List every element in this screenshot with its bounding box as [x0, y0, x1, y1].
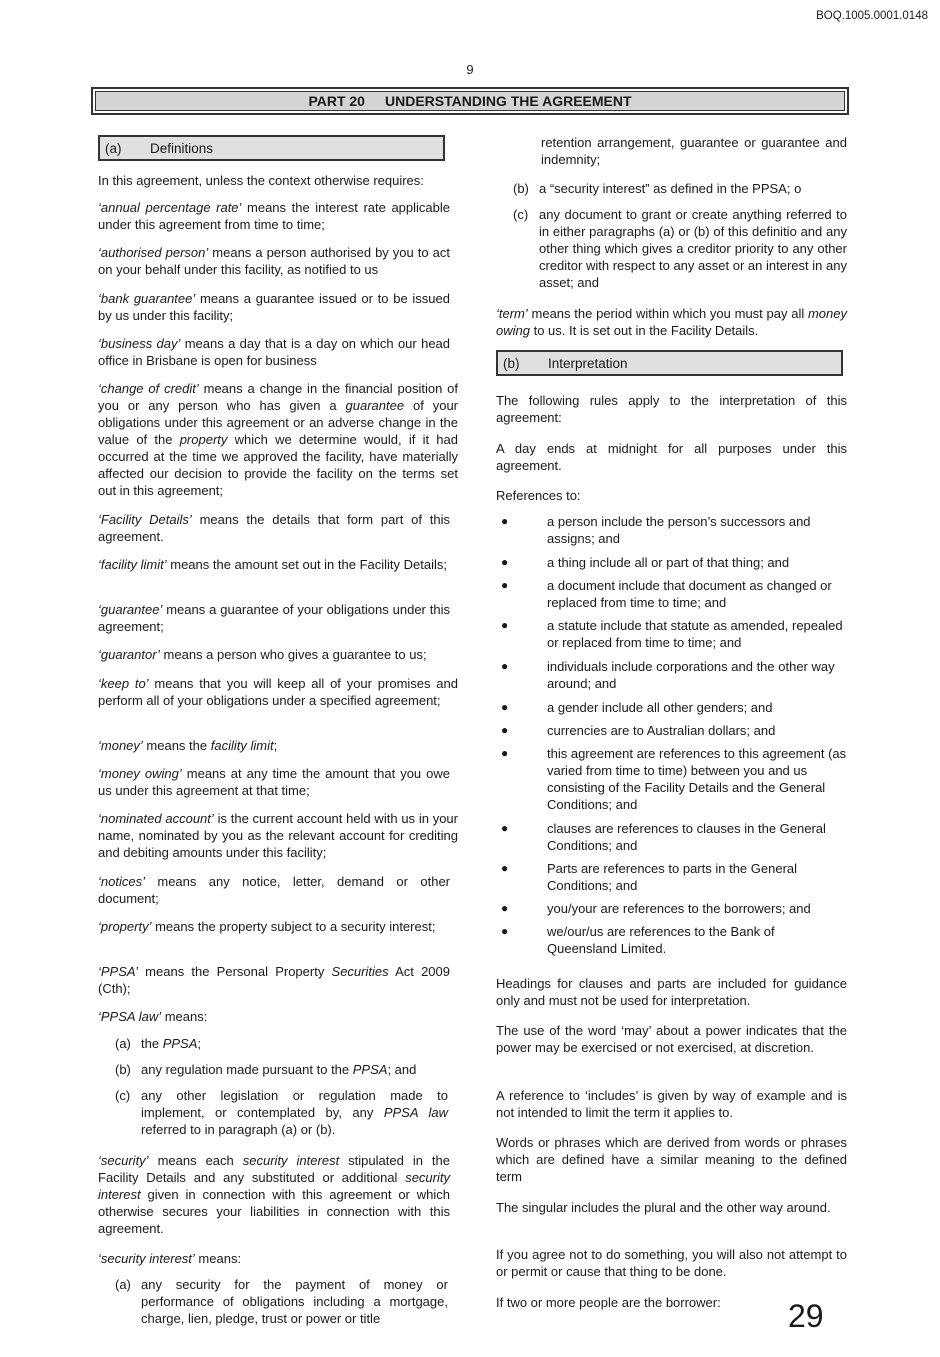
bullet-dot: ● — [501, 861, 509, 875]
day-ends-rule: A day ends at midnight for all purposes under this agreement. — [496, 441, 847, 473]
definition-keep-to: ‘keep to’ means that you will keep all of your promises and perform all of your obligations under a specified agreement; — [98, 676, 459, 708]
includes-rule: A reference to ‘includes’ is given by way of example and is not intended to limit the term it applies to. — [496, 1088, 847, 1120]
definition-nominated-account: ‘nominated account’ is the current account held with us in your name, nominated by you as the relevant account for crediting and debiting amounts under this facility; — [98, 811, 458, 860]
bullet-dot: ● — [501, 555, 509, 569]
bullet-text: Parts are references to parts in the General Conditions; and — [547, 861, 798, 893]
bullet-text: you/your are references to the borrowers; and — [547, 901, 811, 916]
bullet-dot: ● — [501, 901, 509, 915]
bullet-dot: ● — [501, 659, 509, 673]
bullet-text: this agreement are references to this agreement (as varied from time to time) between you and us consisting of the Facility Details and the General Conditions; and — [547, 746, 847, 812]
item-text: any other legislation or regulation made to implement, or contemplated by, any PPSA law referred to in paragraph (a) or (b). — [141, 1088, 448, 1137]
page-number: 9 — [466, 62, 474, 77]
definition-change-of-credit: ‘change of credit’ means a change in the financial position of you or any person who has given a guarantee of your obligations under this agreement or an adverse change in the value of the property which we determine would, if it had occurred at the time we approved the facility, have materially affected our decision to provide the facility on the terms set out in this agreement; — [98, 381, 458, 498]
definition-facility-details: ‘Facility Details’ means the details that form part of this agreement. — [98, 512, 450, 544]
bullet-dot: ● — [501, 618, 509, 632]
footer-page-number: 29 — [788, 1298, 824, 1334]
definition-property: ‘property’ means the property subject to a security interest; — [98, 919, 436, 934]
bullet-text: a thing include all or part of that thing; and — [547, 555, 790, 570]
item-text: the PPSA; — [141, 1036, 201, 1051]
bullet-text: a document include that document as changed or replaced from time to time; and — [547, 578, 832, 610]
definition-ppsa: ‘PPSA’ means the Personal Property Securities Act 2009 (Cth); — [98, 964, 450, 996]
definition-guarantor: ‘guarantor’ means a person who gives a guarantee to us; — [98, 647, 427, 662]
section-label: (a) — [105, 140, 122, 156]
item-text: any security for the payment of money or performance of obligations including a mortgage, charge, lien, pledge, trust or power or title — [141, 1277, 448, 1326]
two-or-more-rule: If two or more people are the borrower: — [496, 1295, 721, 1310]
part-title: UNDERSTANDING THE AGREEMENT — [384, 93, 632, 109]
item-marker: (a) — [115, 1277, 131, 1292]
definition-ppsa-law: ‘PPSA law’ means: — [98, 1009, 208, 1024]
section-label: (b) — [503, 355, 520, 371]
bullet-text: we/our/us are references to the Bank of Queensland Limited. — [547, 924, 775, 956]
section-title: Interpretation — [548, 355, 628, 371]
bullet-dot: ● — [501, 723, 509, 737]
definition-money: ‘money’ means the facility limit; — [98, 738, 278, 753]
section-title: Definitions — [150, 140, 214, 156]
bullet-text: clauses are references to clauses in the General Conditions; and — [547, 821, 826, 853]
definition-term: ‘term’ means the period within which you must pay all money owing to us. It is set out in the Facility Details. — [496, 306, 847, 338]
definition-guarantee: ‘guarantee’ means a guarantee of your obligations under this agreement; — [98, 602, 450, 634]
item-marker: (c) — [513, 207, 529, 222]
bullet-text: currencies are to Australian dollars; and — [547, 723, 776, 738]
definition-money-owing: ‘money owing’ means at any time the amount that you owe us under this agreement at that time; — [98, 766, 451, 798]
part-heading-bar — [91, 87, 849, 115]
bullet-text: a gender include all other genders; and — [547, 700, 773, 715]
definition-security-interest: ‘security interest’ means: — [98, 1251, 242, 1266]
definition-security: ‘security’ means each security interest stipulated in the Facility Details and any substituted or additional security interest given in connection with this agreement or which otherwise secures your liabilities in connection with this agreement. — [98, 1153, 450, 1236]
definition-bank-guarantee: ‘bank guarantee’ means a guarantee issued or to be issued by us under this facility; — [98, 291, 450, 323]
item-text: any regulation made pursuant to the PPSA; and — [141, 1062, 417, 1077]
definition-authorised-person: ‘authorised person’ means a person authorised by you to act on your behalf under this facility, as notified to us — [98, 245, 450, 277]
interpretation-intro: The following rules apply to the interpretation of this agreement: — [496, 393, 847, 425]
item-text: a “security interest” as defined in the PPSA; o — [539, 181, 802, 196]
item-text: any document to grant or create anything referred to in either paragraphs (a) or (b) of this definitio and any other thing which gives a creditor priority to any other creditor with respect to any asset or an interest in any asset; and — [539, 207, 847, 290]
item-marker: (a) — [115, 1036, 131, 1051]
definition-annual-percentage-rate: ‘annual percentage rate’ means the interest rate applicable under this agreement from time to time; — [98, 200, 450, 232]
definition-business-day: ‘business day’ means a day that is a day on which our head office in Brisbane is open for business — [98, 336, 451, 368]
item-marker: (b) — [513, 181, 529, 196]
item-marker: (c) — [115, 1088, 131, 1103]
headings-rule: Headings for clauses and parts are included for guidance only and must not be used for interpretation. — [496, 976, 847, 1008]
security-interest-continued: retention arrangement, guarantee or guarantee and indemnity; — [541, 135, 847, 167]
bullet-text: a statute include that statute as amended, repealed or replaced from time to time; and — [547, 618, 843, 650]
section-heading-definitions — [98, 135, 445, 161]
singular-plural-rule: The singular includes the plural and the other way around. — [496, 1200, 831, 1215]
definition-facility-limit: ‘facility limit’ means the amount set out in the Facility Details; — [98, 557, 447, 572]
definition-notices: ‘notices’ means any notice, letter, demand or other document; — [98, 874, 450, 906]
bullet-dot: ● — [501, 821, 509, 835]
bullet-dot: ● — [501, 924, 509, 938]
references-to-label: References to: — [496, 488, 581, 503]
document-reference: BOQ.1005.0001.0148 — [816, 10, 928, 22]
may-rule: The use of the word ‘may’ about a power indicates that the power may be exercised or not exercised, at discretion. — [496, 1023, 847, 1055]
definitions-intro: In this agreement, unless the context otherwise requires: — [98, 173, 424, 188]
bullet-dot: ● — [501, 514, 509, 528]
bullet-text: individuals include corporations and the other way around; and — [547, 659, 835, 691]
part-number: PART 20 — [308, 93, 365, 109]
bullet-dot: ● — [501, 700, 509, 714]
bullet-dot: ● — [501, 578, 509, 592]
derived-words-rule: Words or phrases which are derived from words or phrases which are defined have a similar meaning to the defined term — [496, 1135, 847, 1184]
bullet-dot: ● — [501, 746, 509, 760]
bullet-text: a person include the person’s successors and assigns; and — [547, 514, 811, 546]
item-marker: (b) — [115, 1062, 131, 1077]
agree-not-rule: If you agree not to do something, you will also not attempt to or permit or cause that thing to be done. — [496, 1247, 847, 1279]
section-heading-interpretation — [496, 350, 843, 376]
